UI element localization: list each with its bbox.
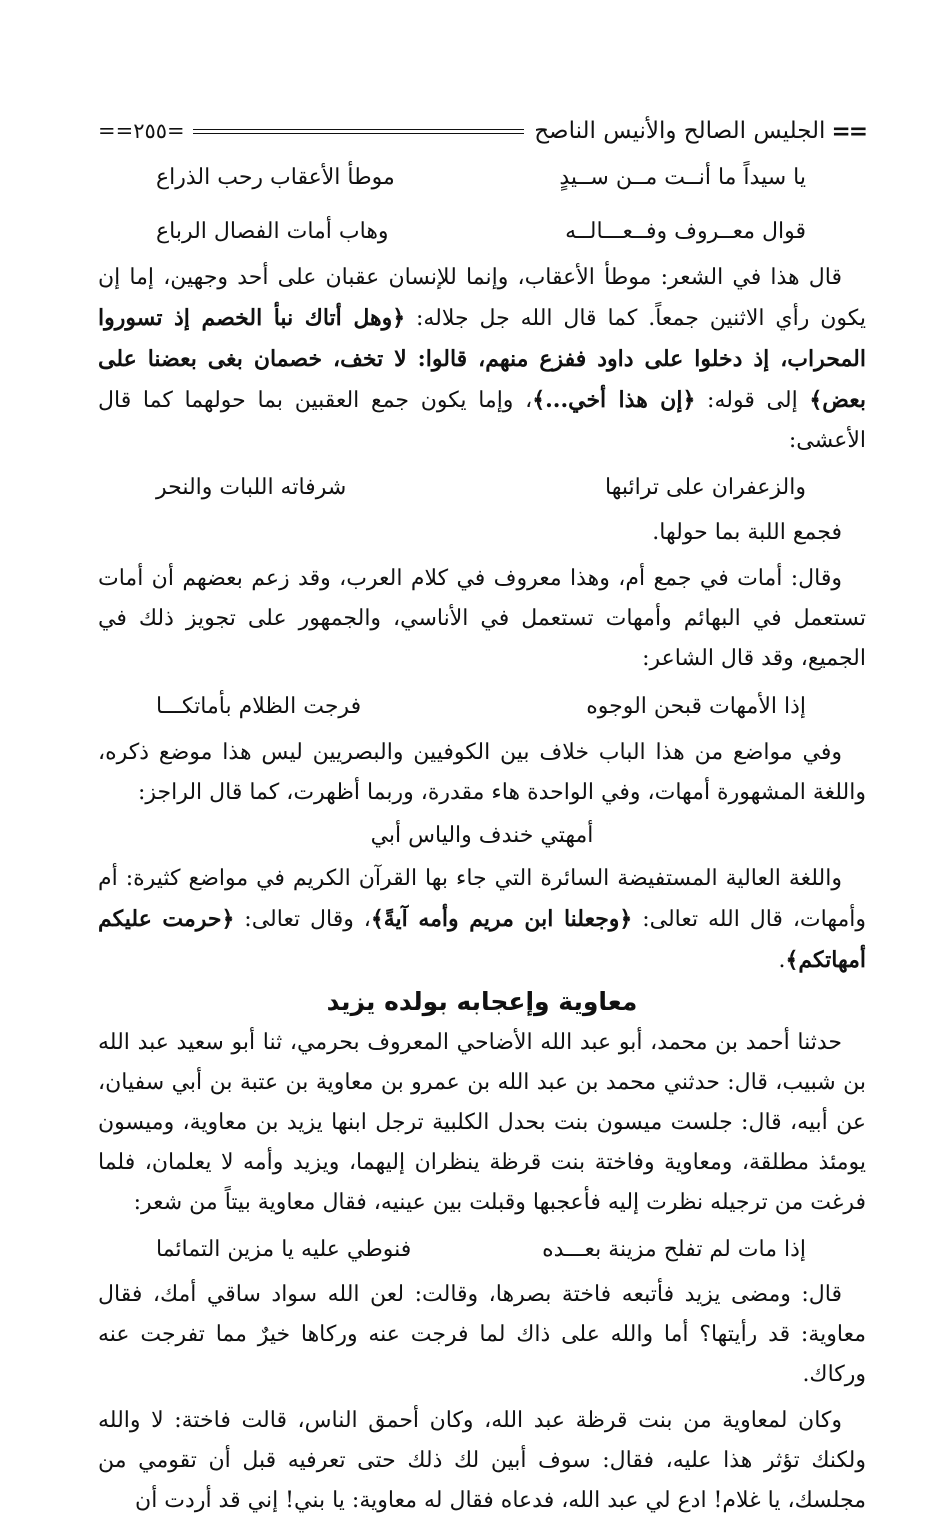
quran-quote: ﴿وجعلنا ابن مريم وأمه آيةً﴾ xyxy=(370,906,633,932)
verse-hemistich-right: والزعفران على ترائبها xyxy=(605,474,806,500)
paragraph: وقال: أمات في جمع أم، وهذا معروف في كلام العرب، وقد زعم بعضهم أن أمات تستعمل في البهائم وأمهات تستعمل في الأناسي، والجمهور على تجويز ذلك في الجميع، وقد قال الشاعر: xyxy=(98,566,866,671)
running-header xyxy=(98,112,866,150)
quran-quote: ﴿وهل أتاك نبأ الخصم إذ تسوروا المحراب، إذ دخلوا على داود ففزع منهم، قالوا: لا تخف، خصمان بغى بعضنا على بعض﴾ xyxy=(98,305,866,413)
verse-hemistich-right: إذا مات لم تفلح مزينة بعـــده xyxy=(542,1236,806,1262)
paragraph: واللغة العالية المستفيضة السائرة التي جاء بها القرآن الكريم في مواضع كثيرة: أم وأمهات، قال الله تعالى: ﴿وجعلنا ابن مريم وأمه آيةً﴾، وقال تعالى: ﴿حرمت عليكم أمهاتكم﴾. xyxy=(98,866,866,973)
verse-line xyxy=(98,150,866,204)
header-ornament: == xyxy=(831,117,866,145)
section-heading: معاوية وإعجابه بولده يزيد xyxy=(326,987,638,1016)
verse-line xyxy=(98,204,866,258)
page-number: =٢٥٥== xyxy=(98,119,185,143)
verse-line xyxy=(98,461,866,513)
header-rule xyxy=(193,129,525,134)
verse-hemistich-right: إذا الأمهات قبحن الوجوه xyxy=(586,693,806,719)
verse-hemistich-right: قوال معــروف وفــعـــالــه xyxy=(565,218,806,244)
rajaz-verse: أمهتي خندف والياس أبي xyxy=(370,823,594,848)
paragraph: قال: ومضى يزيد فأتبعه فاختة بصرها، وقالت: لعن الله سواد ساقي أمك، فقال معاوية: قد رأيتها؟ أما والله على ذاك لما فرجت عنه وركاها خيرٌ مما تفرجت عنه وركاك. xyxy=(98,1282,866,1387)
quran-quote: ﴿إن هذا أخي...﴾ xyxy=(532,387,696,413)
verse-hemistich-left: شرفاته اللبات والنحر xyxy=(156,474,347,500)
verse-hemistich-right: يا سيداً ما أنــت مــن ســيدٍ xyxy=(559,164,806,190)
quran-quote: ﴿حرمت عليكم أمهاتكم﴾ xyxy=(98,906,866,973)
verse-line xyxy=(98,1223,866,1275)
verse-hemistich-left: وهاب أمات الفصال الرباع xyxy=(156,218,389,244)
verse-line xyxy=(98,679,866,733)
verse-hemistich-left: فنوطي عليه يا مزين التمائما xyxy=(156,1236,412,1262)
paragraph: قال هذا في الشعر: موطأ الأعقاب، وإنما للإنسان عقبان على أحد وجهين، إما إن يكون رأي الاثنين جمعاً. كما قال الله جل جلاله: ﴿وهل أتاك نبأ الخصم إذ تسوروا المحراب، إذ دخلوا على داود ففزع منهم، قالوا: لا تخف، خصمان بغى بعضنا على بعض﴾ إلى قوله: ﴿إن هذا أخي...﴾، وإما يكون جمع العقبين بما حولهما كما قال الأعشى: xyxy=(98,265,866,453)
paragraph: وفي مواضع من هذا الباب خلاف بين الكوفيين والبصريين ليس هذا موضع ذكره، واللغة المشهورة أمهات، وفي الواحدة هاء مقدرة، وربما أظهرت، كما قال الراجز: xyxy=(98,740,866,805)
verse-hemistich-left: فرجت الظلام بأماتكـــا xyxy=(156,693,362,719)
paragraph: فجمع اللبة بما حولها. xyxy=(652,520,842,545)
paragraph: حدثنا أحمد بن محمد، أبو عبد الله الأضاحي المعروف بحرمي، ثنا أبو سعيد عبد الله بن شبيب، قال: حدثني محمد بن عبد الله بن عمرو بن معاوية بن عتبة بن أبي سفيان، عن أبيه، قال: جلست ميسون بنت بحدل الكلبية ترجل ابنها يزيد بن معاوية، وميسون يومئذ مطلقة، ومعاوية وفاختة بنت قرظة ينظران إليهما، ويزيد وأمه لا يعلمان، فلما فرغت من ترجيله نظرت إليه فأعجبها وقبلت بين عينيه، فقال معاوية بيتاً من شعر: xyxy=(98,1030,866,1215)
verse-hemistich-left: موطأ الأعقاب رحب الذراع xyxy=(156,164,395,190)
book-title: الجليس الصالح والأنيس الناصح xyxy=(534,118,826,144)
book-page xyxy=(98,112,866,1521)
paragraph: وكان لمعاوية من بنت قرظة عبد الله، وكان أحمق الناس، قالت فاختة: لا والله ولكنك تؤثر هذا عليه، فقال: سوف أبين لك ذلك حتى تعرفيه قبل أن تقومي من مجلسك، يا غلام! ادع لي عبد الله، فدعاه فقال له معاوية: يا بني! إني قد أردت أن xyxy=(98,1408,866,1513)
